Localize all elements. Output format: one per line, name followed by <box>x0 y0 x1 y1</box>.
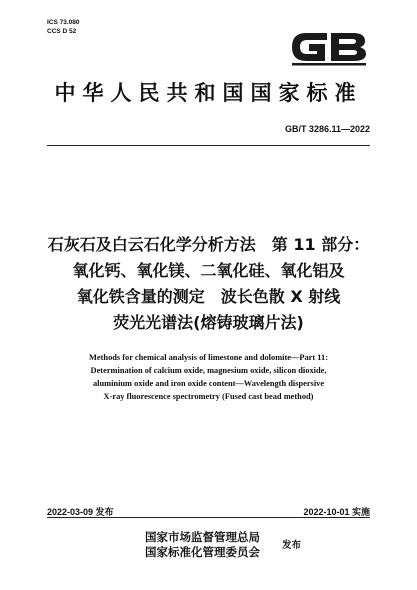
bottom-divider <box>47 517 370 518</box>
standard-number: GB/T 3286.11—2022 <box>284 124 370 134</box>
ccs-code: CCS D 52 <box>47 28 77 35</box>
english-title-line: Methods for chemical analysis of limestone and dolomite—Part 11: <box>89 353 328 362</box>
implementation-date: 2022-10-01 实施 <box>303 507 370 517</box>
chinese-title-line: 石灰石及白云石化学分析方法 第 11 部分： <box>47 235 370 254</box>
chinese-title-line: 氧化铁含量的测定 波长色散 X 射线 <box>76 287 341 306</box>
publish-label: 发布 <box>282 540 302 551</box>
chinese-title <box>0 232 417 336</box>
english-title-line: X-ray fluorescence spectrometry (Fused cast bead method) <box>103 392 314 401</box>
top-divider <box>47 145 370 146</box>
english-title <box>0 351 417 403</box>
chinese-title-line: 荧光光谱法(熔铸玻璃片法) <box>113 313 304 332</box>
english-title-line: Determination of calcium oxide, magnesium oxide, silicon dioxide, <box>90 366 327 375</box>
authority-name: 国家市场监督管理总局 <box>145 530 260 544</box>
issuing-authorities <box>145 530 260 560</box>
national-standard-title: 中华人民共和国国家标准 <box>54 81 363 105</box>
english-title-line: aluminium oxide and iron oxide content—Wavelength dispersive <box>92 379 325 388</box>
issue-date: 2022-03-09 发布 <box>47 507 114 517</box>
authority-name: 国家标准化管理委员会 <box>145 545 260 559</box>
chinese-title-line: 氧化钙、氧化镁、二氧化硅、氧化铝及 <box>72 261 345 280</box>
classification-codes <box>47 18 80 36</box>
ics-code: ICS 73.080 <box>47 19 80 26</box>
gb-logo <box>289 24 369 70</box>
